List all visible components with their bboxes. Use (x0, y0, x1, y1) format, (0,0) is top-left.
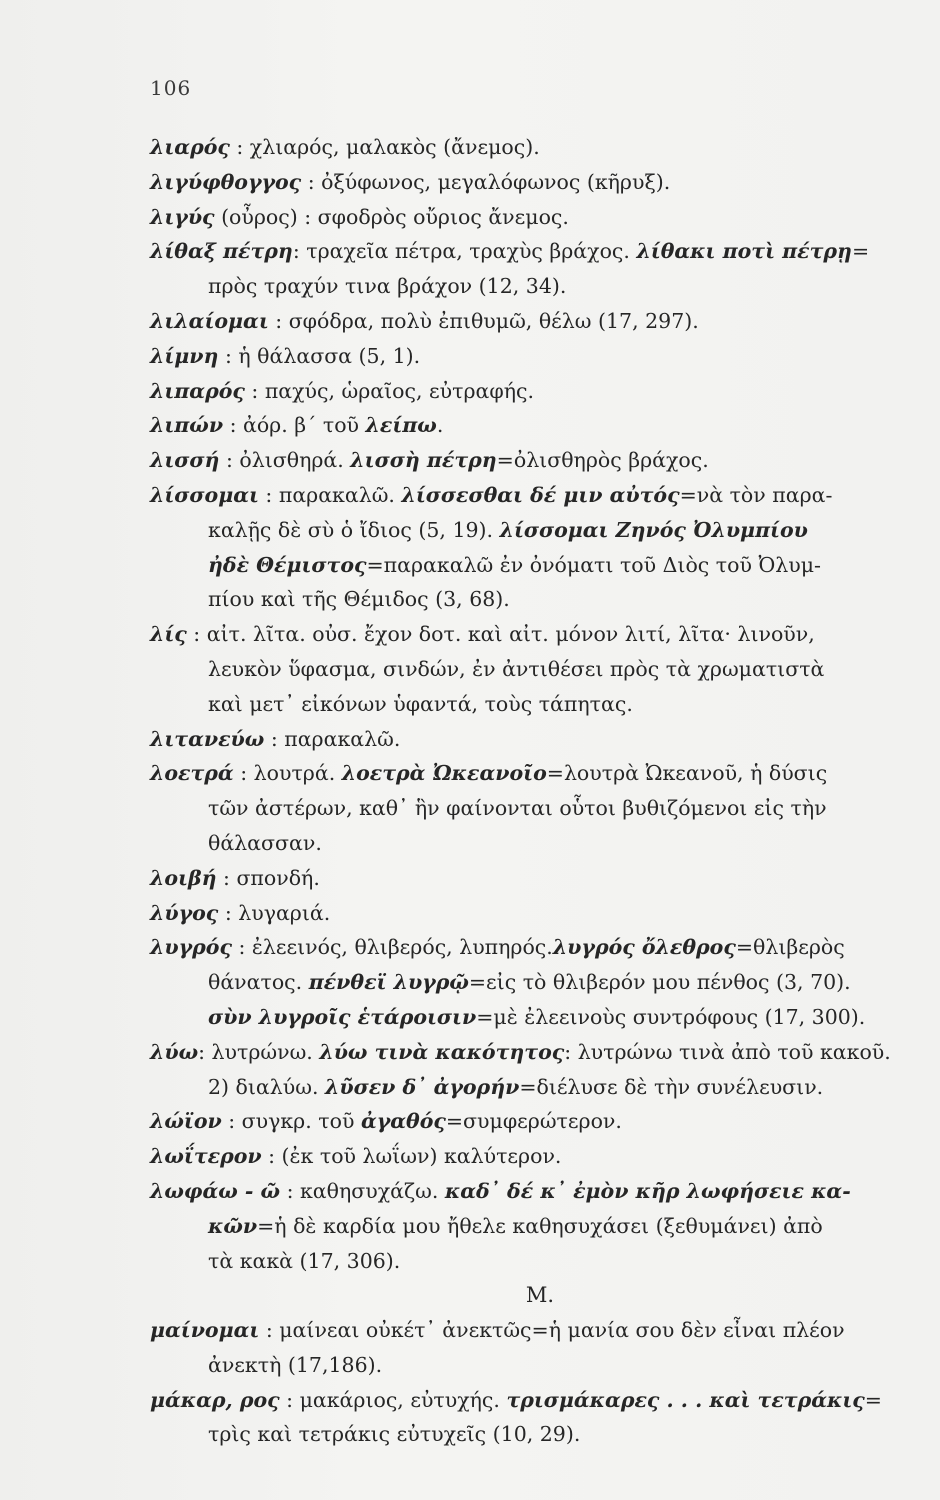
definition: . (436, 413, 444, 438)
definition: θάνατος. (208, 970, 309, 995)
definition: : χλιαρός, μαλακὸς (ἄνεμος). (229, 135, 540, 159)
entry (150, 165, 910, 200)
headword: λίς (150, 622, 187, 647)
continuation-line: τῶν ἀστέρων, καθ᾽ ἣν φαίνονται οὗτοι βυθιζόμενοι εἰς τὴν (208, 796, 827, 821)
phrase: λίσσομαι Ζηνός Ὀλυμπίου (499, 517, 808, 542)
headword: λιπαρός (150, 378, 245, 403)
definition: (οὖρος) : σφοδρὸς οὔριος ἄνεμος. (214, 204, 569, 229)
continuation-line (150, 1209, 910, 1244)
definition: : παρακαλῶ. (258, 482, 402, 507)
entry (150, 374, 910, 409)
section-letter: Μ. (525, 1283, 555, 1308)
headword: λιτανεύω (150, 726, 265, 751)
phrase: λισσὴ πέτρη (350, 448, 497, 473)
definition: =μὲ ἐλεεινοὺς συντρόφους (17, 300). (476, 1004, 866, 1029)
definition: : ἡ θάλασσα (5, 1). (218, 343, 421, 368)
entry (150, 478, 910, 617)
headword: λιγύς (150, 204, 215, 229)
phrase: κῶν (208, 1213, 258, 1238)
definition: : ὀλισθηρά. (219, 448, 351, 473)
headword: λίσσομαι (150, 482, 259, 507)
definition: =παρακαλῶ ἐν ὀνόματι τοῦ Διὸς τοῦ Ὀλυμ- (366, 552, 821, 577)
definition: = (864, 1387, 882, 1412)
definition: : συγκρ. τοῦ (221, 1109, 361, 1134)
entry (150, 617, 910, 721)
phrase: λυγρός ὄλεθρος (552, 935, 736, 960)
headword: λισσή (150, 448, 220, 473)
definition: =συμφερώτερον. (445, 1109, 622, 1134)
phrase: πένθεϊ λυγρῷ (308, 970, 469, 995)
continuation-line (150, 1000, 910, 1035)
headword: λιγύφθογγος (150, 169, 302, 194)
dictionary-entries (150, 130, 910, 1452)
entry (150, 1139, 910, 1174)
headword: λώϊον (150, 1109, 222, 1134)
entry (150, 861, 910, 896)
definition: =ἡ δὲ καρδία μου ἤθελε καθησυχάσει (ξεθυμάνει) ἀπὸ (257, 1213, 823, 1238)
definition: καλῇς δὲ σὺ ὁ ἴδιος (5, 19). (208, 517, 500, 542)
definition: : σφόδρα, πολὺ ἐπιθυμῶ, θέλω (17, 297). (268, 308, 699, 333)
definition: 2) διαλύω. (208, 1074, 325, 1099)
page-number: 106 (150, 76, 192, 100)
entry (150, 408, 910, 443)
phrase: σὺν λυγροῖς ἑτάροισιν (208, 1004, 477, 1029)
phrase: καδ᾽ δέ κ᾽ ἐμὸν κῆρ λωφήσειε κα- (444, 1178, 851, 1203)
phrase: ἠδὲ Θέμιστος (208, 552, 367, 577)
definition: =λουτρὰ Ὠκεανοῦ, ἡ δύσις (546, 761, 828, 786)
entry (150, 756, 910, 860)
headword: λυγρός (150, 935, 232, 960)
continuation-line (150, 965, 910, 1000)
continuation-line: τρὶς καὶ τετράκις εὐτυχεῖς (10, 29). (208, 1422, 581, 1447)
phrase: λίθακι ποτὶ πέτρῃ (636, 239, 852, 264)
definition: : λυτρώνω τινὰ ἀπὸ τοῦ κακοῦ. (564, 1039, 891, 1064)
headword: λύω (150, 1039, 199, 1064)
continuation-line: ἀνεκτὴ (17,186). (208, 1352, 383, 1377)
headword: λιλαίομαι (150, 308, 269, 333)
headword: μαίνομαι (150, 1318, 260, 1343)
phrase: λοετρὰ Ὠκεανοῖο (341, 761, 547, 786)
definition: : ὀξύφωνος, μεγαλόφωνος (κῆρυξ). (301, 169, 671, 194)
definition: : μαίνεαι οὐκέτ᾽ ἀνεκτῶς=ἡ μανία σου δὲν εἶναι πλέον (259, 1318, 845, 1343)
headword: λιπών (150, 413, 224, 438)
definition: : λουτρά. (233, 761, 342, 786)
entry (150, 1035, 910, 1105)
phrase: λείπω (365, 413, 437, 438)
headword: λίθαξ πέτρη (150, 239, 293, 264)
definition: =θλιβερὸς (735, 935, 845, 960)
phrase: λύω τινὰ κακότητος (319, 1039, 565, 1064)
entry (150, 234, 910, 304)
continuation-line: λευκὸν ὕφασμα, σινδών, ἐν ἀντιθέσει πρὸς τὰ χρωματιστὰ (208, 656, 825, 681)
entry (150, 443, 910, 478)
headword: λύγος (150, 900, 219, 925)
entry (150, 896, 910, 931)
definition: : τραχεῖα πέτρα, τραχὺς βράχος. (292, 239, 637, 264)
entry (150, 130, 910, 165)
definition: : ἀόρ. β΄ τοῦ (223, 413, 366, 438)
continuation-line (150, 548, 910, 583)
definition: : λυγαριά. (218, 900, 331, 925)
phrase: λίσσεσθαι δέ μιν αὐτός (401, 482, 680, 507)
continuation-line: καὶ μετ᾽ εἰκόνων ὑφαντά, τοὺς τάπητας. (208, 691, 633, 716)
entry (150, 1383, 910, 1453)
definition: =νὰ τὸν παρα- (679, 482, 833, 507)
headword: λίμνη (150, 343, 219, 368)
entry (150, 339, 910, 374)
definition: =ὀλισθηρὸς βράχος. (496, 448, 709, 473)
entry (150, 200, 910, 235)
definition: : (ἐκ τοῦ λωΐων) καλύτερον. (261, 1144, 562, 1169)
definition: : παρακαλῶ. (264, 726, 401, 751)
phrase: λῦσεν δ᾽ ἀγορήν (324, 1074, 520, 1099)
definition: : μακάριος, εὐτυχής. (279, 1387, 507, 1412)
definition: = (851, 239, 870, 264)
headword: λοετρά (150, 761, 234, 786)
entry (150, 1104, 910, 1139)
continuation-line: πίου καὶ τῆς Θέμιδος (3, 68). (208, 587, 510, 612)
continuation-line: πρὸς τραχύν τινα βράχον (12, 34). (208, 274, 567, 299)
definition: : παχύς, ὡραῖος, εὐτραφής. (244, 378, 534, 403)
continuation-line: τὰ κακὰ (17, 306). (208, 1248, 401, 1273)
definition: =διέλυσε δὲ τὴν συνέλευσιν. (519, 1074, 824, 1099)
definition: : λυτρώνω. (198, 1039, 320, 1064)
headword: λιαρός (150, 135, 230, 159)
definition: : καθησυχάζω. (280, 1178, 445, 1203)
definition: =εἰς τὸ θλιβερόν μου πένθος (3, 70). (468, 970, 851, 995)
entry (150, 930, 910, 1034)
headword: μάκαρ, ρος (150, 1387, 280, 1412)
entry (150, 1313, 910, 1383)
entry (150, 1174, 910, 1278)
continuation-line (150, 513, 910, 548)
phrase: τρισμάκαρες . . . καὶ τετράκις (506, 1387, 865, 1412)
continuation-line (150, 1070, 910, 1105)
phrase: ἀγαθός (360, 1109, 446, 1134)
continuation-line: θάλασσαν. (208, 830, 322, 855)
headword: λωΐτερον (150, 1144, 262, 1169)
headword: λοιβή (150, 865, 217, 890)
entry (150, 304, 910, 339)
entry (150, 722, 910, 757)
headword: λωφάω - ῶ (150, 1178, 281, 1203)
definition: : σπονδή. (216, 865, 320, 890)
definition: : ἐλεεινός, θλιβερός, λυπηρός. (231, 935, 553, 960)
definition: : αἰτ. λῖτα. οὐσ. ἔχον δοτ. καὶ αἰτ. μόνον λιτί, λῖτα· λινοῦν, (186, 622, 815, 647)
